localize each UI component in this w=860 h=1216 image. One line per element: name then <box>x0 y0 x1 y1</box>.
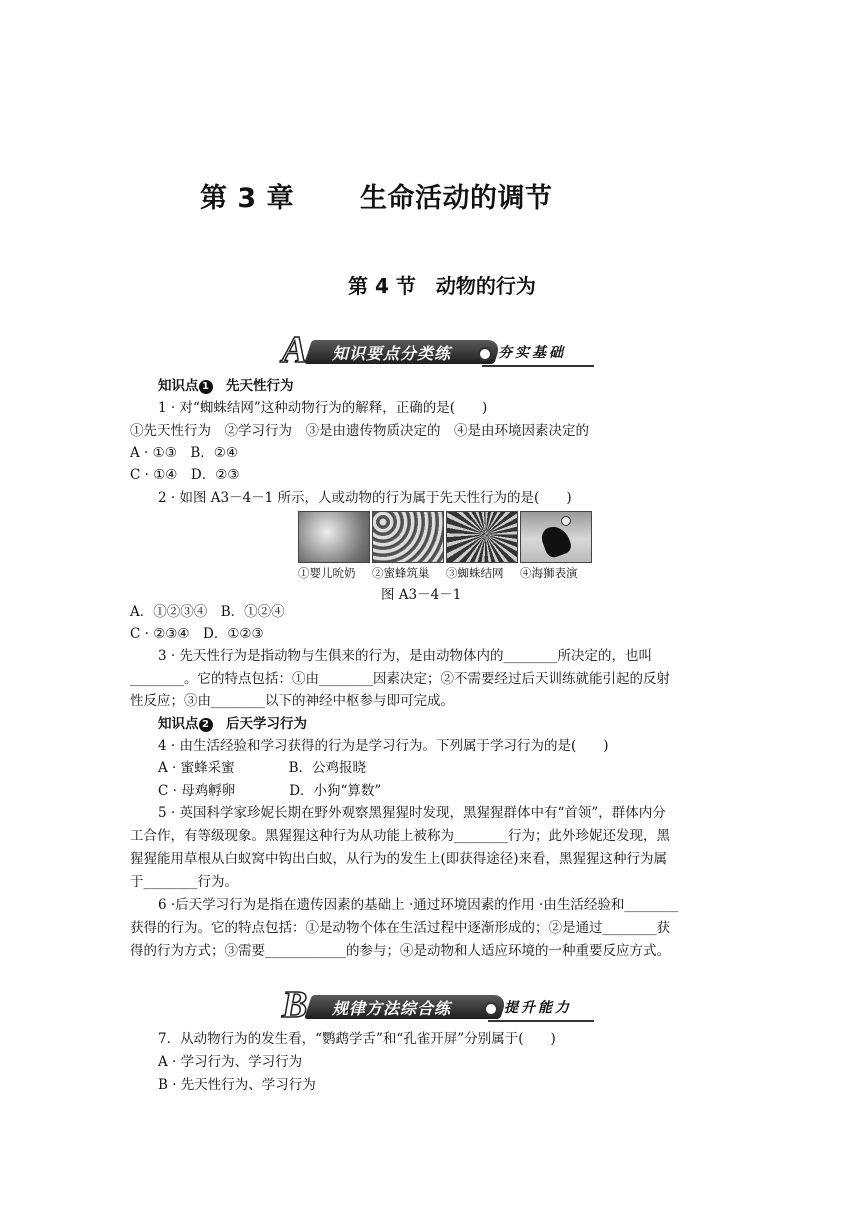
banner-a-dot <box>478 347 492 361</box>
q6-line-1: 6 ·后天学习行为是指在遗传因素的基础上 ·通过环境因素的作用 ·由生活经验和________ <box>158 897 679 913</box>
knowledge-point-1 <box>158 376 294 396</box>
q4-stem: 4 · 由生活经验和学习获得的行为是学习行为。下列属于学习行为的是( ) <box>158 738 609 754</box>
kp1-number-badge: 1 <box>199 380 213 394</box>
banner-b-underline <box>488 1020 594 1022</box>
chapter-heading <box>200 176 553 215</box>
kp2-number-badge: 2 <box>199 718 213 732</box>
q2-stem: 2 · 如图 A3－4－1 所示，人或动物的行为属于先天性行为的是( ) <box>158 490 572 506</box>
q4-options-cd: C · 母鸡孵卵 D．小狗“算数” <box>158 783 382 799</box>
q7-option-a: A · 学习行为、学习行为 <box>158 1054 303 1070</box>
sea-lion-photo <box>520 511 592 563</box>
q6-line-2: 获得的行为。它的特点包括：①是动物个体在生活过程中逐渐形成的；②是通过________获 <box>130 920 670 936</box>
q2-options-cd: C · ②③④ D．①②③ <box>130 626 264 642</box>
q6-line-3: 得的行为方式；③需要____________的参与；④是动物和人适应环境的一种重要反应方式。 <box>130 943 670 959</box>
banner-b-title: 规律方法综合练 <box>332 999 452 1018</box>
banner-b-letter: B <box>282 984 308 1026</box>
knowledge-point-2 <box>158 714 307 734</box>
q7-stem: 7．从动物行为的发生看，“鹦鹉学舌”和“孔雀开屏”分别属于( ) <box>158 1031 556 1047</box>
kp1-prefix: 知识点 <box>158 378 199 394</box>
q5-line-1: 5 · 英国科学家珍妮长期在野外观察黑猩猩时发现，黑猩猩群体中有“首领”，群体内分 <box>158 805 666 821</box>
kp2-title: 后天学习行为 <box>226 716 307 732</box>
q1-stem: 1 · 对“蜘蛛结网”这种动物行为的解释，正确的是( ) <box>158 400 488 416</box>
q4-options-ab: A · 蜜蜂采蜜 B．公鸡报晓 <box>158 760 367 776</box>
caption-2: ②蜜蜂筑巢 <box>372 566 430 580</box>
kp1-title: 先天性行为 <box>226 378 294 394</box>
figure-label: 图 A3－4－1 <box>381 587 462 603</box>
bee-honeycomb-photo <box>372 511 444 563</box>
banner-a-letter: A <box>282 329 308 371</box>
q5-line-2: 工合作，有等级现象。黑猩猩这种行为从功能上被称为________行为；此外珍妮还发现，黑 <box>130 828 670 844</box>
q1-statements: ①先天性行为 ②学习行为 ③是由遗传物质决定的 ④是由环境因素决定的 <box>130 423 589 439</box>
banner-b-subtitle: 提升能力 <box>504 1000 572 1016</box>
banner-b-dot <box>484 1002 498 1016</box>
banner-a-title: 知识要点分类练 <box>332 344 452 363</box>
q3-line-2: ________。它的特点包括：①由________因素决定；②不需要经过后天训练就能引起的反射 <box>130 671 670 687</box>
spider-web-photo <box>446 511 518 563</box>
q1-options-ab: A · ①③ B．②④ <box>130 445 238 461</box>
banner-b <box>282 984 612 1029</box>
caption-4: ④海狮表演 <box>520 566 578 580</box>
q2-options-ab: A．①②③④ B．①②④ <box>130 604 285 620</box>
banner-a-subtitle: 夯实基础 <box>498 345 566 361</box>
chapter-title: 生命活动的调节 <box>360 183 553 214</box>
section-heading <box>348 270 536 299</box>
q1-options-cd: C · ①④ D．②③ <box>130 467 240 483</box>
chapter-number: 第 3 章 <box>200 183 295 214</box>
banner-a <box>282 329 612 374</box>
q5-line-3: 猩猩能用草根从白蚁窝中钩出白蚁，从行为的发生上(即获得途径)来看，黑猩猩这种行为属 <box>130 851 668 867</box>
section-number: 第 4 节 <box>348 274 416 298</box>
caption-1: ①婴儿吮奶 <box>298 566 356 580</box>
q3-line-3: 性反应；③由________以下的神经中枢参与即可完成。 <box>130 693 454 709</box>
q3-line-1: 3 · 先天性行为是指动物与生俱来的行为，是由动物体内的________所决定的，也叫 <box>158 648 652 664</box>
kp2-prefix: 知识点 <box>158 716 199 732</box>
baby-nursing-photo <box>298 511 370 563</box>
q7-option-b: B · 先天性行为、学习行为 <box>158 1077 316 1093</box>
q5-line-4: 于________行为。 <box>130 874 238 890</box>
banner-a-underline <box>482 365 594 367</box>
caption-3: ③蜘蛛结网 <box>446 566 504 580</box>
section-title: 动物的行为 <box>435 274 536 298</box>
